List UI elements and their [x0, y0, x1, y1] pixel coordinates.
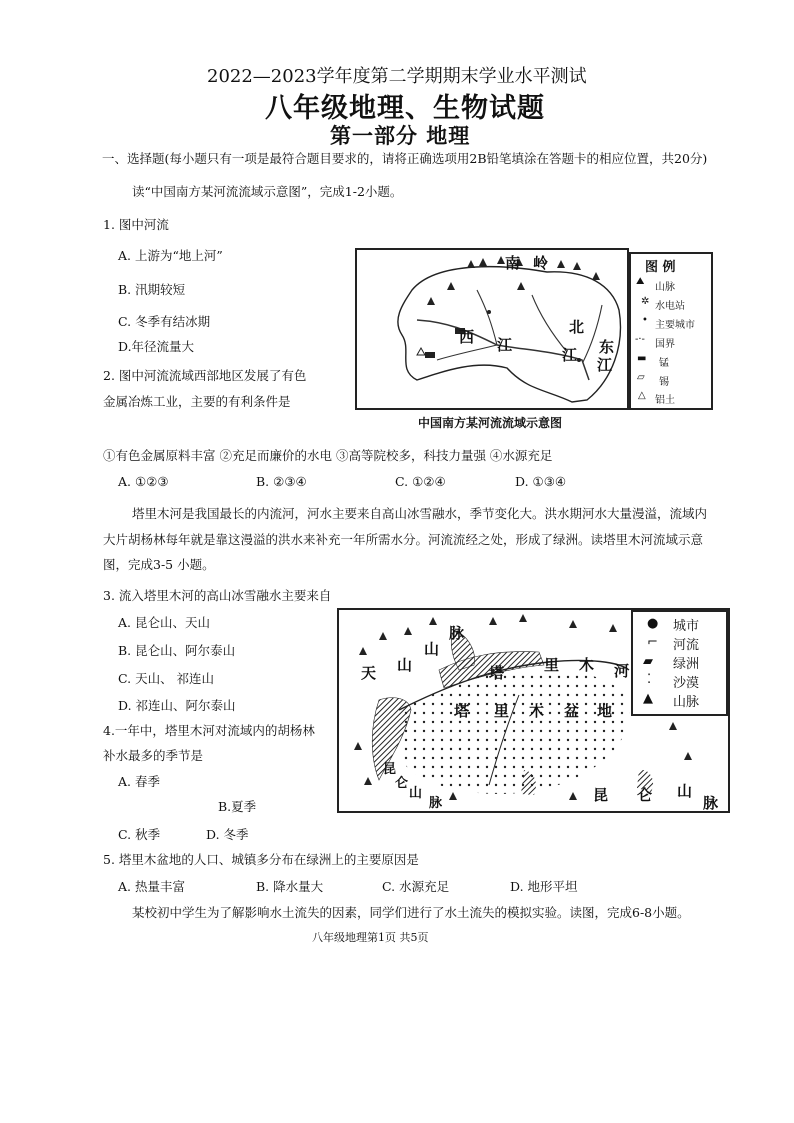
- map2-label-shan4: 山: [677, 782, 693, 800]
- map2-label-pen: 盆: [564, 702, 580, 720]
- q5-option-c[interactable]: C. 水源充足: [382, 879, 450, 894]
- map2-legend: [631, 610, 728, 716]
- q4-option-d[interactable]: D. 冬季: [206, 827, 249, 842]
- q3-option-c[interactable]: C. 天山、 祁连山: [118, 671, 215, 686]
- map2-label-shan3: 山: [409, 786, 423, 801]
- legend2-oasis-icon: ▰: [643, 654, 653, 669]
- map2-label-li1: 里: [544, 656, 560, 674]
- legend-hydro: 水电站: [655, 301, 685, 312]
- q2-option-d[interactable]: D. ①③④: [515, 474, 567, 489]
- q1-option-b[interactable]: B. 汛期较短: [118, 282, 186, 297]
- q1-stem: 1. 图中河流: [103, 217, 169, 232]
- map1-legend-title: 图 例: [645, 260, 676, 275]
- legend2-mountain-icon: ▲: [643, 691, 653, 706]
- q2-option-b[interactable]: B. ②③④: [256, 474, 307, 489]
- q5-option-a[interactable]: A. 热量丰富: [118, 879, 185, 894]
- passage2-line2: 大片胡杨林每年就是靠这漫溢的洪水来补充一年所需水分。河流流经之处，形成了绿洲。读塔里木河流域示意: [103, 532, 704, 547]
- legend-manganese: 锰: [659, 358, 669, 369]
- q2-stem-line1: 2. 图中河流流域西部地区发展了有色: [103, 368, 307, 383]
- section-title: 一、选择题(每小题只有一项是最符合题目要求的，请将正确选项用2B铅笔填涂在答题卡的相应位置，共20分): [102, 151, 708, 166]
- q4-option-a[interactable]: A. 春季: [118, 774, 160, 789]
- map2-label-di: 地: [597, 702, 613, 720]
- q2-conditions: ①有色金属原料丰富 ②充足而廉价的水电 ③高等院校多，科技力量强 ④水源充足: [103, 448, 553, 463]
- map2-label-ta1: 塔: [489, 664, 505, 682]
- legend-city: 主要城市: [655, 320, 695, 331]
- legend2-mountain: 山脉: [673, 695, 700, 710]
- q5-option-b[interactable]: B. 降水量大: [256, 879, 324, 894]
- passage3: 某校初中学生为了解影响水土流失的因素，同学们进行了水土流失的模拟实验。读图，完成6-8小题。: [132, 905, 690, 920]
- legend-mountain-icon: ⛰: [636, 276, 645, 287]
- map1-label-jiang2: 江: [562, 346, 578, 364]
- tarim-basin-map: [337, 608, 730, 813]
- map2-label-shan2: 山: [424, 640, 440, 658]
- passage2-line1: 塔里木河是我国最长的内流河，河水主要来自高山冰雪融水，季节变化大。洪水期河水大量漫溢，流域内: [132, 506, 708, 521]
- map1-legend: [629, 252, 713, 410]
- passage2-line3: 图，完成3-5 小题。: [103, 557, 215, 572]
- legend2-river-icon: ⌐: [647, 635, 658, 650]
- map2-label-shan1: 山: [397, 656, 413, 674]
- map2-label-mai1: 脉: [449, 624, 465, 642]
- map1-label-dong: 东: [599, 338, 615, 356]
- legend2-desert: 沙漠: [673, 676, 700, 691]
- map1-label-xi: 西: [459, 328, 475, 346]
- river-basin-map: [355, 248, 629, 410]
- q2-stem-line2: 金属冶炼工业，主要的有利条件是: [103, 394, 291, 409]
- q5-option-d[interactable]: D. 地形平坦: [510, 879, 578, 894]
- map1-label-jiang1: 江: [497, 336, 513, 354]
- page-footer: 八年级地理第1页 共5页: [312, 931, 429, 944]
- legend-bauxite: 铝土: [655, 395, 675, 406]
- q2-option-a[interactable]: A. ①②③: [118, 474, 169, 489]
- q2-option-c[interactable]: C. ①②④: [395, 474, 446, 489]
- legend2-river: 河流: [673, 638, 700, 653]
- legend-city-icon: •: [642, 315, 648, 326]
- legend-bauxite-icon: △: [638, 390, 646, 401]
- map2-label-lun2: 仑: [637, 786, 653, 804]
- part-title: 第一部分 地理: [330, 123, 471, 148]
- legend-tin-icon: ▱: [637, 372, 645, 383]
- q3-option-d[interactable]: D. 祁连山、阿尔泰山: [118, 698, 236, 713]
- map2-label-mu1: 木: [579, 656, 595, 674]
- legend-manganese-icon: ▬: [637, 353, 647, 364]
- section-intro: 读“中国南方某河流流域示意图”，完成1-2小题。: [132, 184, 403, 199]
- map1-label-bei: 北: [569, 318, 585, 336]
- map2-label-kun2: 昆: [593, 786, 609, 804]
- legend-mountain: 山脉: [655, 282, 675, 293]
- legend2-city-icon: ●: [647, 616, 659, 631]
- map2-label-tian: 天: [361, 664, 377, 682]
- q1-option-c[interactable]: C. 冬季有结冰期: [118, 314, 211, 329]
- map2-label-kun1: 昆: [383, 762, 397, 777]
- map2-label-ta2: 塔: [454, 702, 470, 720]
- q3-option-a[interactable]: A. 昆仑山、天山: [118, 615, 210, 630]
- legend-border-icon: -·-: [635, 334, 645, 345]
- map1-label-jiang3: 江: [597, 356, 613, 374]
- map2-label-lun1: 仑: [395, 776, 409, 791]
- map1-caption: 中国南方某河流流域示意图: [418, 416, 563, 430]
- legend2-desert-icon: ⁚: [647, 672, 652, 687]
- q1-option-d[interactable]: D.年径流量大: [118, 339, 195, 354]
- exam-title: 八年级地理、生物试题: [265, 93, 545, 124]
- legend-border: 国界: [655, 339, 675, 350]
- q1-option-a[interactable]: A. 上游为“地上河”: [118, 248, 223, 263]
- legend-hydro-icon: ✲: [641, 296, 650, 307]
- map2-label-he: 河: [614, 662, 630, 680]
- exam-header-line1: 2022—2023学年度第二学期期末学业水平测试: [207, 66, 587, 87]
- q5-stem: 5. 塔里木盆地的人口、城镇多分布在绿洲上的主要原因是: [103, 852, 419, 867]
- map2-label-li2: 里: [494, 702, 510, 720]
- map1-label-nan: 南: [505, 254, 521, 272]
- legend2-city: 城市: [673, 619, 700, 634]
- q4-option-b[interactable]: B.夏季: [218, 799, 257, 814]
- map2-label-mu2: 木: [529, 702, 545, 720]
- q4-option-c[interactable]: C. 秋季: [118, 827, 161, 842]
- legend2-oasis: 绿洲: [673, 657, 700, 672]
- map2-label-mai3: 脉: [703, 794, 719, 812]
- map2-label-mai2: 脉: [429, 796, 443, 811]
- q4-stem-line1: 4.一年中，塔里木河对流域内的胡杨林: [103, 723, 315, 738]
- river-basin-map-drawing: [357, 250, 627, 408]
- q3-stem: 3. 流入塔里木河的高山冰雪融水主要来自: [103, 588, 332, 603]
- legend-tin: 锡: [659, 377, 669, 388]
- map1-label-ling: 岭: [533, 254, 549, 272]
- q3-option-b[interactable]: B. 昆仑山、阿尔泰山: [118, 643, 236, 658]
- q4-stem-line2: 补水最多的季节是: [103, 748, 204, 763]
